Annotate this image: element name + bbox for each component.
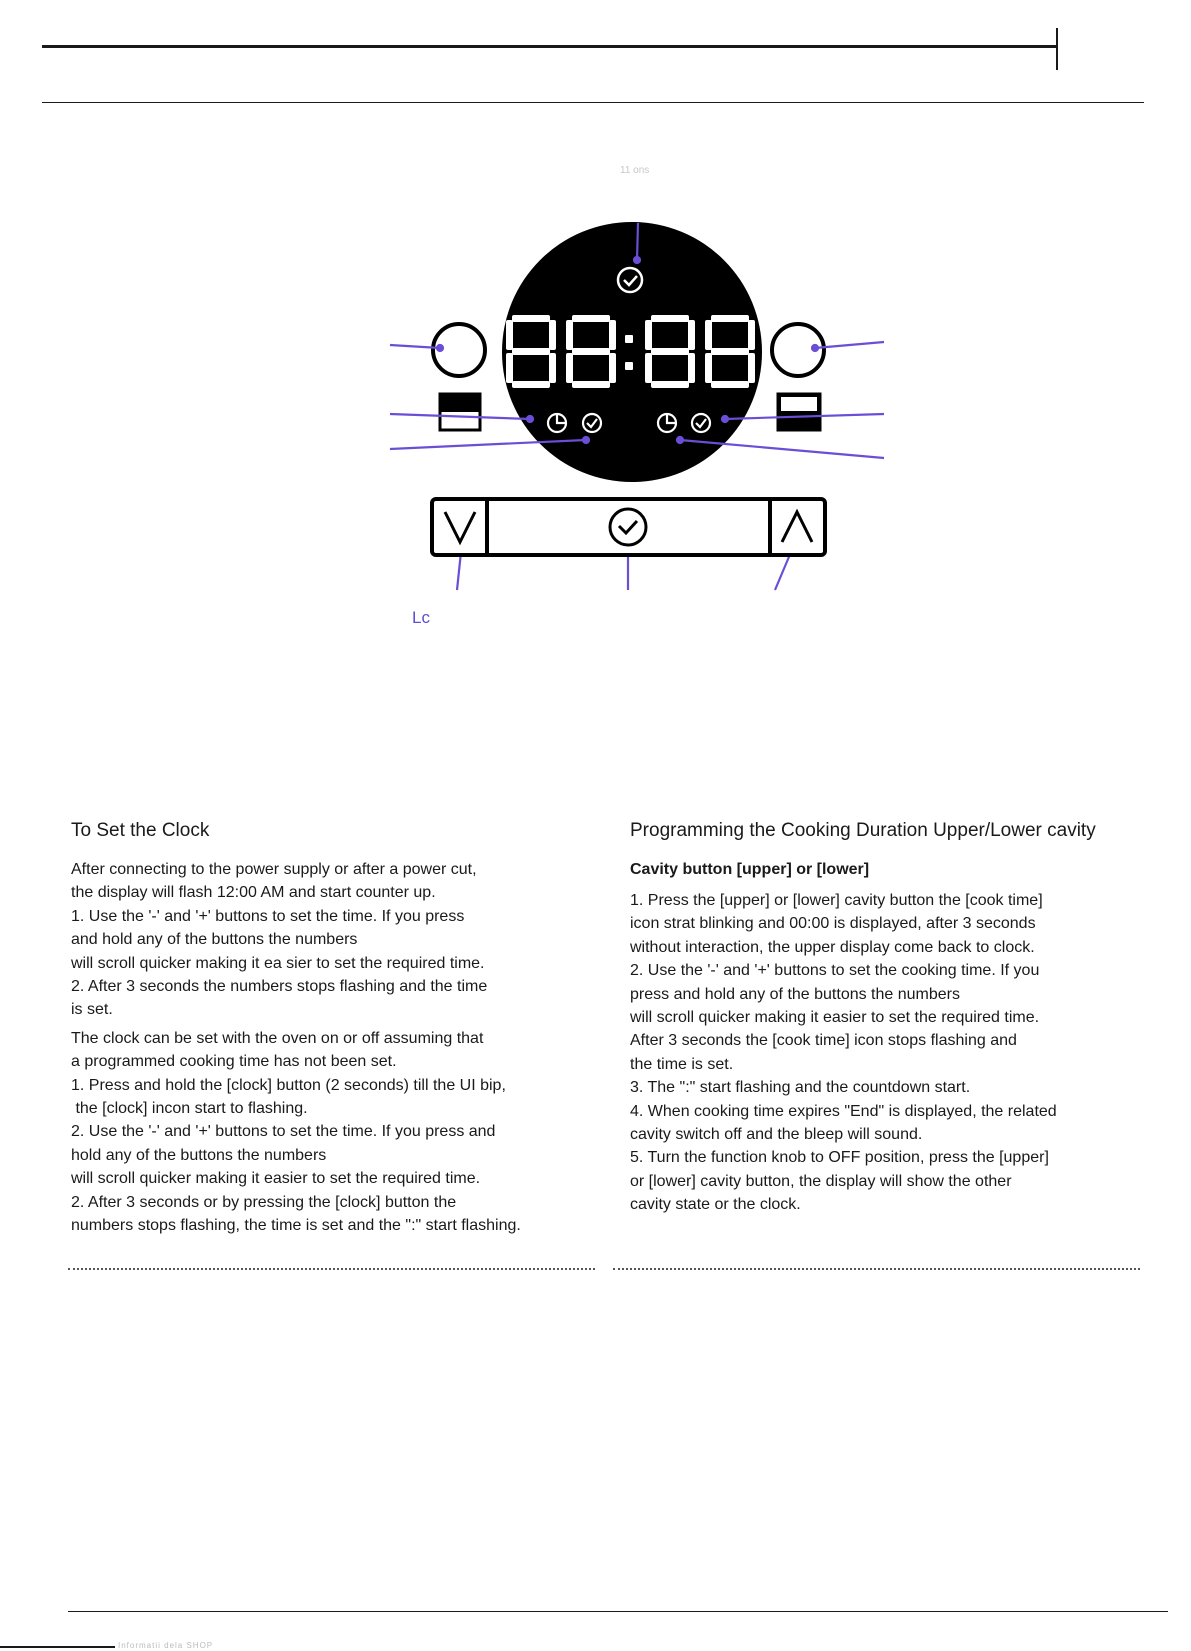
text-line: without interaction, the upper display come back to clock.	[630, 938, 1035, 956]
text-line: The clock can be set with the oven on or off assuming that	[71, 1029, 484, 1047]
set-clock-para-2	[71, 1027, 601, 1238]
text-line: After 3 seconds the [cook time] icon stops flashing and	[630, 1032, 1017, 1050]
cavity-button-subheading: Cavity button [upper] or [lower]	[630, 861, 870, 878]
text-line: and hold any of the buttons the numbers	[71, 931, 358, 949]
text-line: hold any of the buttons the numbers	[71, 1146, 327, 1164]
footer-rule	[68, 1611, 1168, 1612]
text-line: the time is set.	[630, 1055, 734, 1073]
text-line: 1. Press and hold the [clock] button (2 seconds) till the UI bip,	[71, 1076, 506, 1094]
set-clock-heading: To Set the Clock	[71, 820, 210, 841]
text-line: 2. After 3 seconds the numbers stops flashing and the time	[71, 978, 488, 996]
cooking-duration-heading: Programming the Cooking Duration Upper/Lower cavity	[630, 820, 1096, 841]
text-line: numbers stops flashing, the time is set and the ":" start flashing.	[71, 1217, 521, 1235]
dotted-divider-left	[68, 1268, 595, 1270]
set-clock-section	[71, 818, 601, 1243]
text-line: 1. Use the '-' and '+' buttons to set the time. If you press	[71, 907, 465, 925]
text-line: cavity switch off and the bleep will sound.	[630, 1126, 923, 1144]
segment-colon	[625, 335, 633, 343]
cooking-duration-section	[630, 818, 1140, 1222]
text-line: a programmed cooking time has not been set.	[71, 1053, 397, 1071]
text-line: 4. When cooking time expires "End" is displayed, the related	[630, 1102, 1057, 1120]
control-panel-diagram	[0, 0, 1191, 620]
text-line: the display will flash 12:00 AM and start counter up.	[71, 884, 436, 902]
text-line: cavity state or the clock.	[630, 1196, 801, 1214]
segment-colon	[625, 362, 633, 370]
cooking-duration-para	[630, 889, 1140, 1217]
text-line: will scroll quicker making it ea sier to set the required time.	[71, 954, 485, 972]
text-line: 2. After 3 seconds or by pressing the [clock] button the	[71, 1193, 457, 1211]
text-line: 3. The ":" start flashing and the countdown start.	[630, 1079, 971, 1097]
control-bar	[432, 499, 825, 555]
footer-short-rule	[0, 1646, 115, 1648]
set-clock-para-1	[71, 858, 601, 1022]
footer-faint-text: Informatii dela SHOP	[118, 1641, 214, 1650]
text-line: will scroll quicker making it easier to set the required time.	[71, 1170, 481, 1188]
text-line: 2. Use the '-' and '+' buttons to set the cooking time. If you	[630, 962, 1040, 980]
text-line: will scroll quicker making it easier to set the required time.	[630, 1009, 1040, 1027]
text-line: or [lower] cavity button, the display will show the other	[630, 1172, 1012, 1190]
text-line: 5. Turn the function knob to OFF position, press the [upper]	[630, 1149, 1049, 1167]
text-line: 2. Use the '-' and '+' buttons to set the time. If you press and	[71, 1123, 496, 1141]
text-line: the [clock] incon start to flashing.	[71, 1100, 308, 1118]
text-line: icon strat blinking and 00:00 is displayed, after 3 seconds	[630, 915, 1036, 933]
text-line: 1. Press the [upper] or [lower] cavity button the [cook time]	[630, 892, 1043, 909]
diagram-top-label: 11 ons	[620, 165, 650, 176]
dotted-divider-right	[613, 1268, 1140, 1270]
text-line: press and hold any of the buttons the numbers	[630, 985, 960, 1003]
text-line: After connecting to the power supply or after a power cut,	[71, 861, 477, 878]
text-line: is set.	[71, 1001, 113, 1019]
diagram-fragment-label: Lc	[412, 608, 430, 627]
